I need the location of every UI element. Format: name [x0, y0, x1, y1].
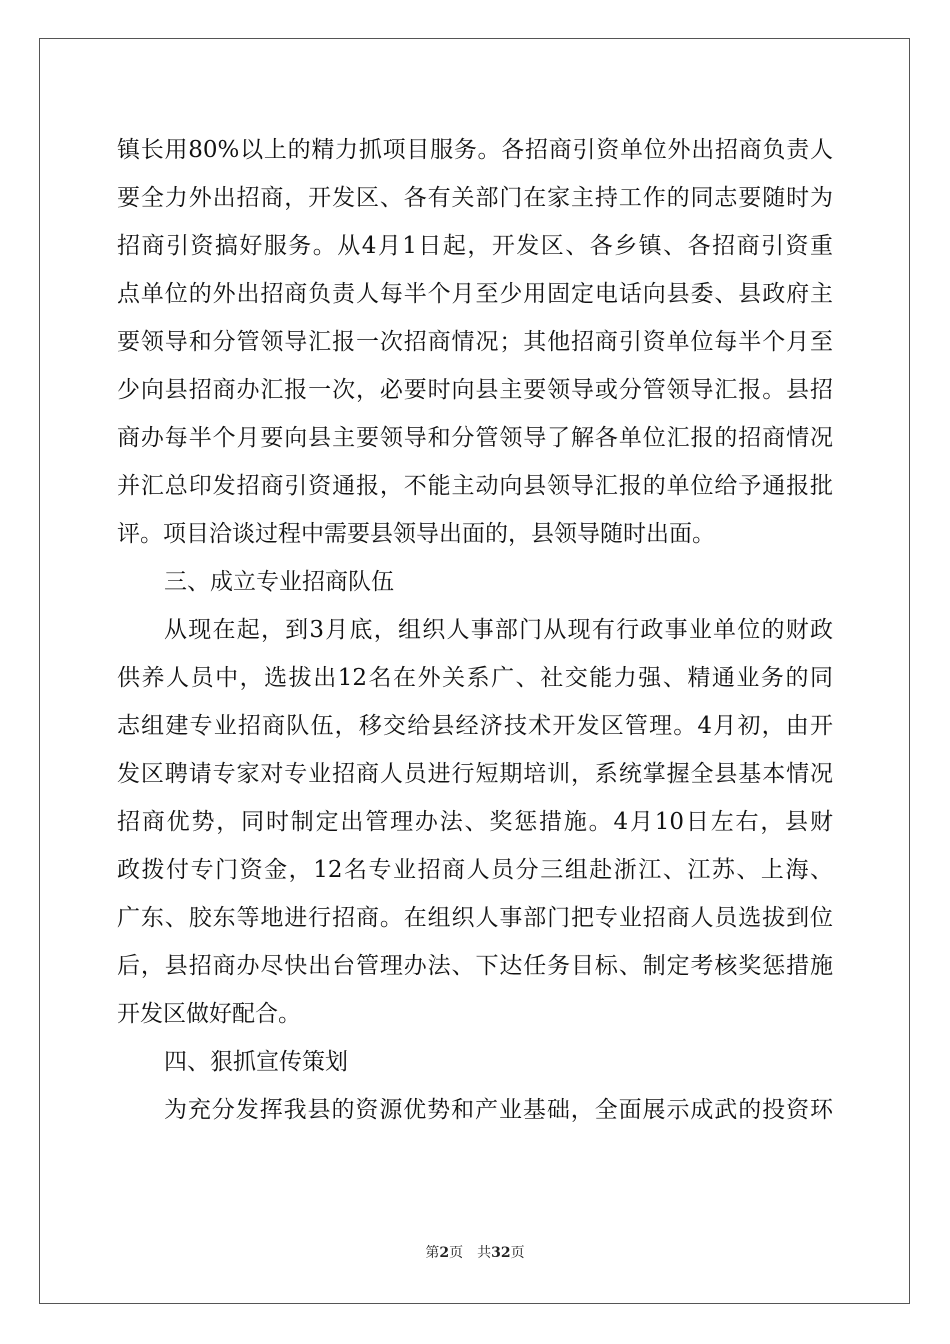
body-line: 后，县招商办尽快出台管理办法、下达任务目标、制定考核奖惩措施: [117, 953, 833, 979]
page-footer: [0, 1243, 950, 1263]
section-heading: 四、狠抓宣传策划: [164, 1049, 348, 1075]
footer-page-unit: 页: [449, 1245, 464, 1261]
body-line: 发区聘请专家对专业招商人员进行短期培训，系统掌握全县基本情况: [117, 761, 833, 787]
body-line: 志组建专业招商队伍，移交给县经济技术开发区管理。4月初，由开: [117, 713, 833, 739]
body-line: 镇长用80%以上的精力抓项目服务。各招商引资单位外出招商负责人: [117, 137, 833, 163]
footer-prefix: 第: [425, 1245, 440, 1261]
body-line: 为充分发挥我县的资源优势和产业基础，全面展示成武的投资环: [164, 1097, 833, 1123]
footer-page-number: 2: [439, 1245, 450, 1261]
body-line: 政拨付专门资金，12名专业招商人员分三组赴浙江、江苏、上海、: [117, 857, 833, 883]
body-line: 招商优势，同时制定出管理办法、奖惩措施。4月10日左右，县财: [117, 809, 833, 835]
body-line: 从现在起，到3月底，组织人事部门从现有行政事业单位的财政: [164, 617, 833, 643]
body-line: 少向县招商办汇报一次，必要时向县主要领导或分管领导汇报。县招: [117, 377, 833, 403]
body-line: 商办每半个月要向县主要领导和分管领导了解各单位汇报的招商情况: [117, 425, 833, 451]
body-line: 并汇总印发招商引资通报，不能主动向县领导汇报的单位给予通报批: [117, 473, 833, 499]
section-heading: 三、成立专业招商队伍: [164, 569, 394, 595]
body-line: 要领导和分管领导汇报一次招商情况；其他招商引资单位每半个月至: [117, 329, 833, 355]
footer-total-pages: 32: [491, 1245, 511, 1261]
body-line: 供养人员中，选拔出12名在外关系广、社交能力强、精通业务的同: [117, 665, 833, 691]
body-line: 评。项目洽谈过程中需要县领导出面的，县领导随时出面。: [117, 521, 715, 547]
body-line: 广东、胶东等地进行招商。在组织人事部门把专业招商人员选拔到位: [117, 905, 833, 931]
body-line: 点单位的外出招商负责人每半个月至少用固定电话向县委、县政府主: [117, 281, 833, 307]
body-line: 招商引资搞好服务。从4月1日起，开发区、各乡镇、各招商引资重: [117, 233, 833, 259]
body-line: 要全力外出招商，开发区、各有关部门在家主持工作的同志要随时为: [117, 185, 833, 211]
footer-total-prefix: 共: [477, 1245, 492, 1261]
body-line: 开发区做好配合。: [117, 1001, 301, 1027]
footer-total-unit: 页: [510, 1245, 525, 1261]
